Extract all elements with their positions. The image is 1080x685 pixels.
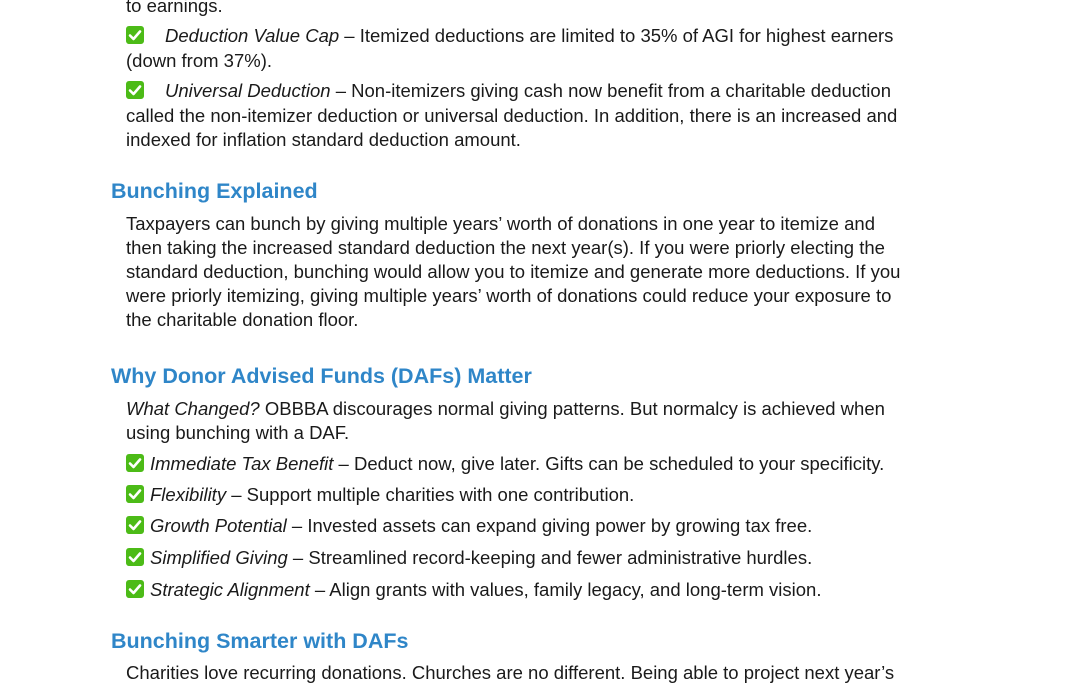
check-mark-icon bbox=[126, 454, 144, 472]
term: Universal Deduction bbox=[165, 80, 331, 101]
deduction-item-value-cap bbox=[126, 24, 893, 48]
section-heading-bunching: Bunching Explained bbox=[111, 179, 318, 203]
paragraph-line: standard deduction, bunching would allow you to itemize and generate more deductions. If you bbox=[126, 261, 901, 282]
benefit-term: Flexibility bbox=[150, 484, 227, 505]
paragraph-line: were priorly itemizing, giving multiple years’ worth of donations could reduce your exposure to bbox=[126, 285, 892, 306]
benefit-text: – Invested assets can expand giving power by growing tax free. bbox=[286, 515, 813, 536]
benefit-item bbox=[126, 546, 812, 570]
benefit-item bbox=[126, 483, 634, 507]
check-mark-icon bbox=[126, 485, 144, 503]
intro-label: What Changed? bbox=[126, 398, 260, 419]
benefit-term: Strategic Alignment bbox=[150, 579, 310, 600]
paragraph-line: Taxpayers can bunch by giving multiple years’ worth of donations in one year to itemize and bbox=[126, 213, 875, 234]
benefit-term: Simplified Giving bbox=[150, 547, 288, 568]
check-mark-icon bbox=[126, 580, 144, 598]
benefit-text: – Support multiple charities with one contribution. bbox=[226, 484, 635, 505]
benefit-item bbox=[126, 578, 821, 602]
text: – Itemized deductions are limited to 35% of AGI for highest earners bbox=[339, 25, 894, 46]
benefit-term: Immediate Tax Benefit bbox=[150, 453, 334, 474]
intro-text: OBBBA discourages normal giving patterns. But normalcy is achieved when bbox=[259, 398, 885, 419]
benefit-item bbox=[126, 514, 812, 538]
section-heading-dafs: Why Donor Advised Funds (DAFs) Matter bbox=[111, 364, 532, 388]
deduction-text-line: indexed for inflation standard deduction amount. bbox=[126, 129, 521, 150]
check-mark-icon bbox=[126, 26, 144, 44]
check-mark-icon bbox=[126, 548, 144, 566]
paragraph-line: Charities love recurring donations. Churches are no different. Being able to project next year’s bbox=[126, 662, 895, 683]
benefit-text: – Align grants with values, family legacy, and long-term vision. bbox=[309, 579, 822, 600]
intro-line: using bunching with a DAF. bbox=[126, 422, 350, 443]
term: Deduction Value Cap bbox=[165, 25, 340, 46]
benefit-item bbox=[126, 452, 884, 476]
deduction-text-line: (down from 37%). bbox=[126, 50, 272, 71]
paragraph-fragment: to earnings. bbox=[126, 0, 223, 16]
text: – Non-itemizers giving cash now benefit from a charitable deduction bbox=[330, 80, 891, 101]
deduction-item-universal bbox=[126, 79, 891, 103]
check-mark-icon bbox=[126, 81, 144, 99]
paragraph-line: then taking the increased standard deduction the next year(s). If you were priorly electing the bbox=[126, 237, 885, 258]
benefit-text: – Streamlined record-keeping and fewer administrative hurdles. bbox=[287, 547, 813, 568]
benefit-text: – Deduct now, give later. Gifts can be scheduled to your specificity. bbox=[333, 453, 885, 474]
check-mark-icon bbox=[126, 516, 144, 534]
intro-line bbox=[126, 397, 885, 421]
paragraph-line: the charitable donation floor. bbox=[126, 309, 359, 330]
section-heading-smarter: Bunching Smarter with DAFs bbox=[111, 629, 409, 653]
benefit-term: Growth Potential bbox=[150, 515, 287, 536]
deduction-text-line: called the non-itemizer deduction or universal deduction. In addition, there is an increased and bbox=[126, 105, 898, 126]
